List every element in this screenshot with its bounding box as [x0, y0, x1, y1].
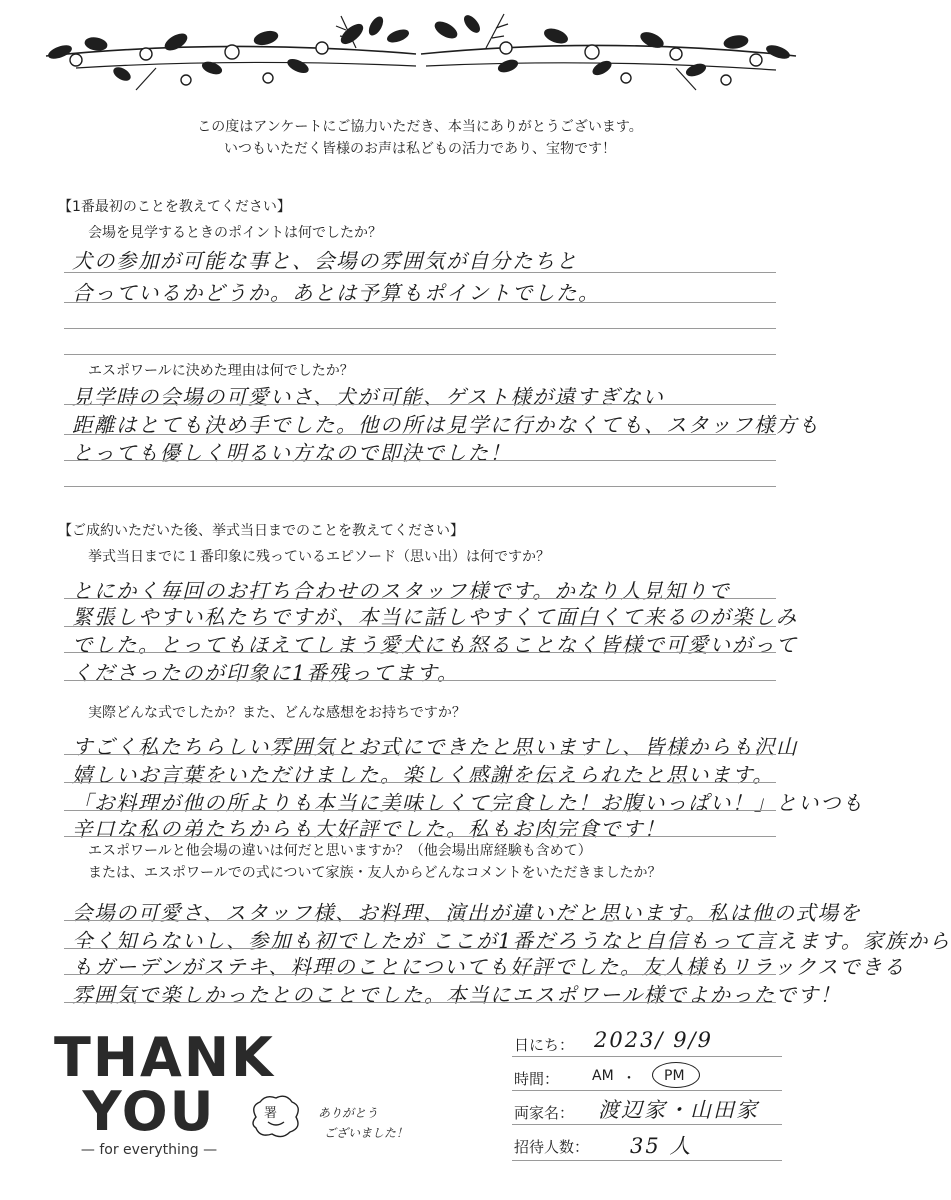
footer-rule [512, 1160, 782, 1161]
s2-q3-question-line-2: または、エスポワールでの式について家族・友人からどんなコメントをいただきましたか？ [88, 865, 662, 881]
footer-rule [512, 1124, 782, 1125]
answer-rule [64, 486, 776, 487]
s2-q2-answer-line-3: 「お料理が他の所よりも本当に美味しくて完食した！お腹いっぱい！」といつも [72, 791, 864, 815]
s2-q3-answer-line-2: 全く知らないし、参加も初でしたが ここが1番だろうなと自信もって言えます。家族から [72, 929, 951, 953]
s1-q2-answer-line-3: とっても優しく明るい方なので即決でした！ [72, 441, 512, 465]
section-1-title: 【1番最初のことを教えてください】 [58, 199, 291, 215]
answer-rule [64, 460, 776, 461]
intro-line-2: いつもいただく皆様のお声は私どもの活力であり、宝物です！ [224, 141, 616, 157]
s2-q3-question-line-1: エスポワールと他会場の違いは何だと思いますか？（他会場出席経験も含めて） [88, 843, 592, 859]
answer-rule [64, 810, 776, 811]
doodle-face-glyph: 署 [264, 1106, 278, 1121]
answer-rule [64, 354, 776, 355]
answer-rule [64, 836, 776, 837]
s2-q2-answer-line-1: すごく私たちらしい雰囲気とお式にできたと思いますし、皆様からも沢山 [72, 735, 798, 759]
s2-q1-answer-line-3: でした。とってもほえてしまう愛犬にも怒ることなく皆様で可愛いがって [72, 633, 798, 657]
s1-q1-question: 会場を見学するときのポイントは何でしたか？ [88, 225, 382, 241]
families-value: 渡辺家・山田家 [598, 1098, 759, 1122]
s2-q2-answer-line-2: 嬉しいお言葉をいただけました。楽しく感謝を伝えられたと思います。 [72, 763, 775, 787]
answer-rule [64, 434, 776, 435]
date-label: 日にち： [514, 1036, 575, 1054]
s2-q2-question: 実際どんな式でしたか？また、どんな感想をお持ちですか？ [88, 705, 466, 721]
section-2-title: 【ご成約いただいた後、挙式当日までのことを教えてください】 [58, 523, 464, 539]
s2-q1-answer-line-2: 緊張しやすい私たちですが、本当に話しやすくて面白くて来るのが楽しみ [72, 605, 798, 629]
guests-label: 招待人数： [514, 1138, 590, 1156]
s1-q2-question: エスポワールに決めた理由は何でしたか？ [88, 363, 354, 379]
s1-q2-answer-line-2: 距離はとても決め手でした。他の所は見学に行かなくても、スタッフ様方も [72, 413, 820, 437]
s2-q1-answer-line-1: とにかく毎回のお打ち合わせのスタッフ様です。かなり人見知りで [72, 579, 731, 603]
s1-q2-answer-line-1: 見学時の会場の可愛いさ、犬が可能、ゲスト様が遠すぎない [72, 385, 665, 409]
s2-q3-answer-line-3: もガーデンがステキ、料理のことについても好評でした。友人様もリラックスできる [72, 955, 906, 979]
answer-rule [64, 404, 776, 405]
answer-rule [64, 302, 776, 303]
pm-option: PM [664, 1068, 685, 1084]
guests-value: 35 人 [630, 1134, 693, 1158]
for-everything-tagline: — for everything — [80, 1142, 218, 1158]
answer-rule [64, 754, 776, 755]
answer-rule [64, 328, 776, 329]
s2-q1-answer-line-4: くださったのが印象に1番残ってます。 [72, 661, 459, 685]
doodle-note-line-1: ありがとう [318, 1106, 379, 1120]
footer-rule [512, 1090, 782, 1091]
answer-rule [64, 948, 776, 949]
you-word: YOU [82, 1080, 216, 1143]
answer-rule [64, 680, 776, 681]
intro-line-1: この度はアンケートにご協力いただき、本当にありがとうございます。 [197, 119, 643, 135]
s2-q2-answer-line-4: 辛口な私の弟たちからも大好評でした。私もお肉完食です！ [72, 817, 666, 841]
doodle-note-line-2: ございました！ [324, 1126, 409, 1140]
families-label: 両家名： [514, 1104, 575, 1122]
answer-rule [64, 626, 776, 627]
footer-rule [512, 1056, 782, 1057]
answer-rule [64, 974, 776, 975]
s2-q1-question: 挙式当日までに１番印象に残っているエピソード（思い出）は何ですか？ [88, 549, 550, 565]
time-separator: ・ [622, 1071, 636, 1087]
s1-q1-answer-line-1: 犬の参加が可能な事と、会場の雰囲気が自分たちと [72, 249, 578, 273]
answer-rule [64, 652, 776, 653]
s2-q3-answer-line-1: 会場の可愛さ、スタッフ様、お料理、演出が違いだと思います。私は他の式場を [72, 901, 862, 925]
date-value: 2023/ 9/9 [594, 1028, 713, 1052]
botanical-garland-decoration [36, 8, 806, 98]
answer-rule [64, 782, 776, 783]
s1-q1-answer-line-2: 合っているかどうか。あとは予算もポイントでした。 [72, 281, 600, 305]
s2-q3-answer-line-4: 雰囲気で楽しかったとのことでした。本当にエスポワール様でよかったです！ [72, 983, 842, 1007]
answer-rule [64, 1002, 776, 1003]
answer-rule [64, 598, 776, 599]
answer-rule [64, 920, 776, 921]
time-label: 時間： [514, 1070, 560, 1088]
am-option: AM [592, 1068, 614, 1084]
answer-rule [64, 272, 776, 273]
thank-word: THANK [54, 1026, 275, 1089]
